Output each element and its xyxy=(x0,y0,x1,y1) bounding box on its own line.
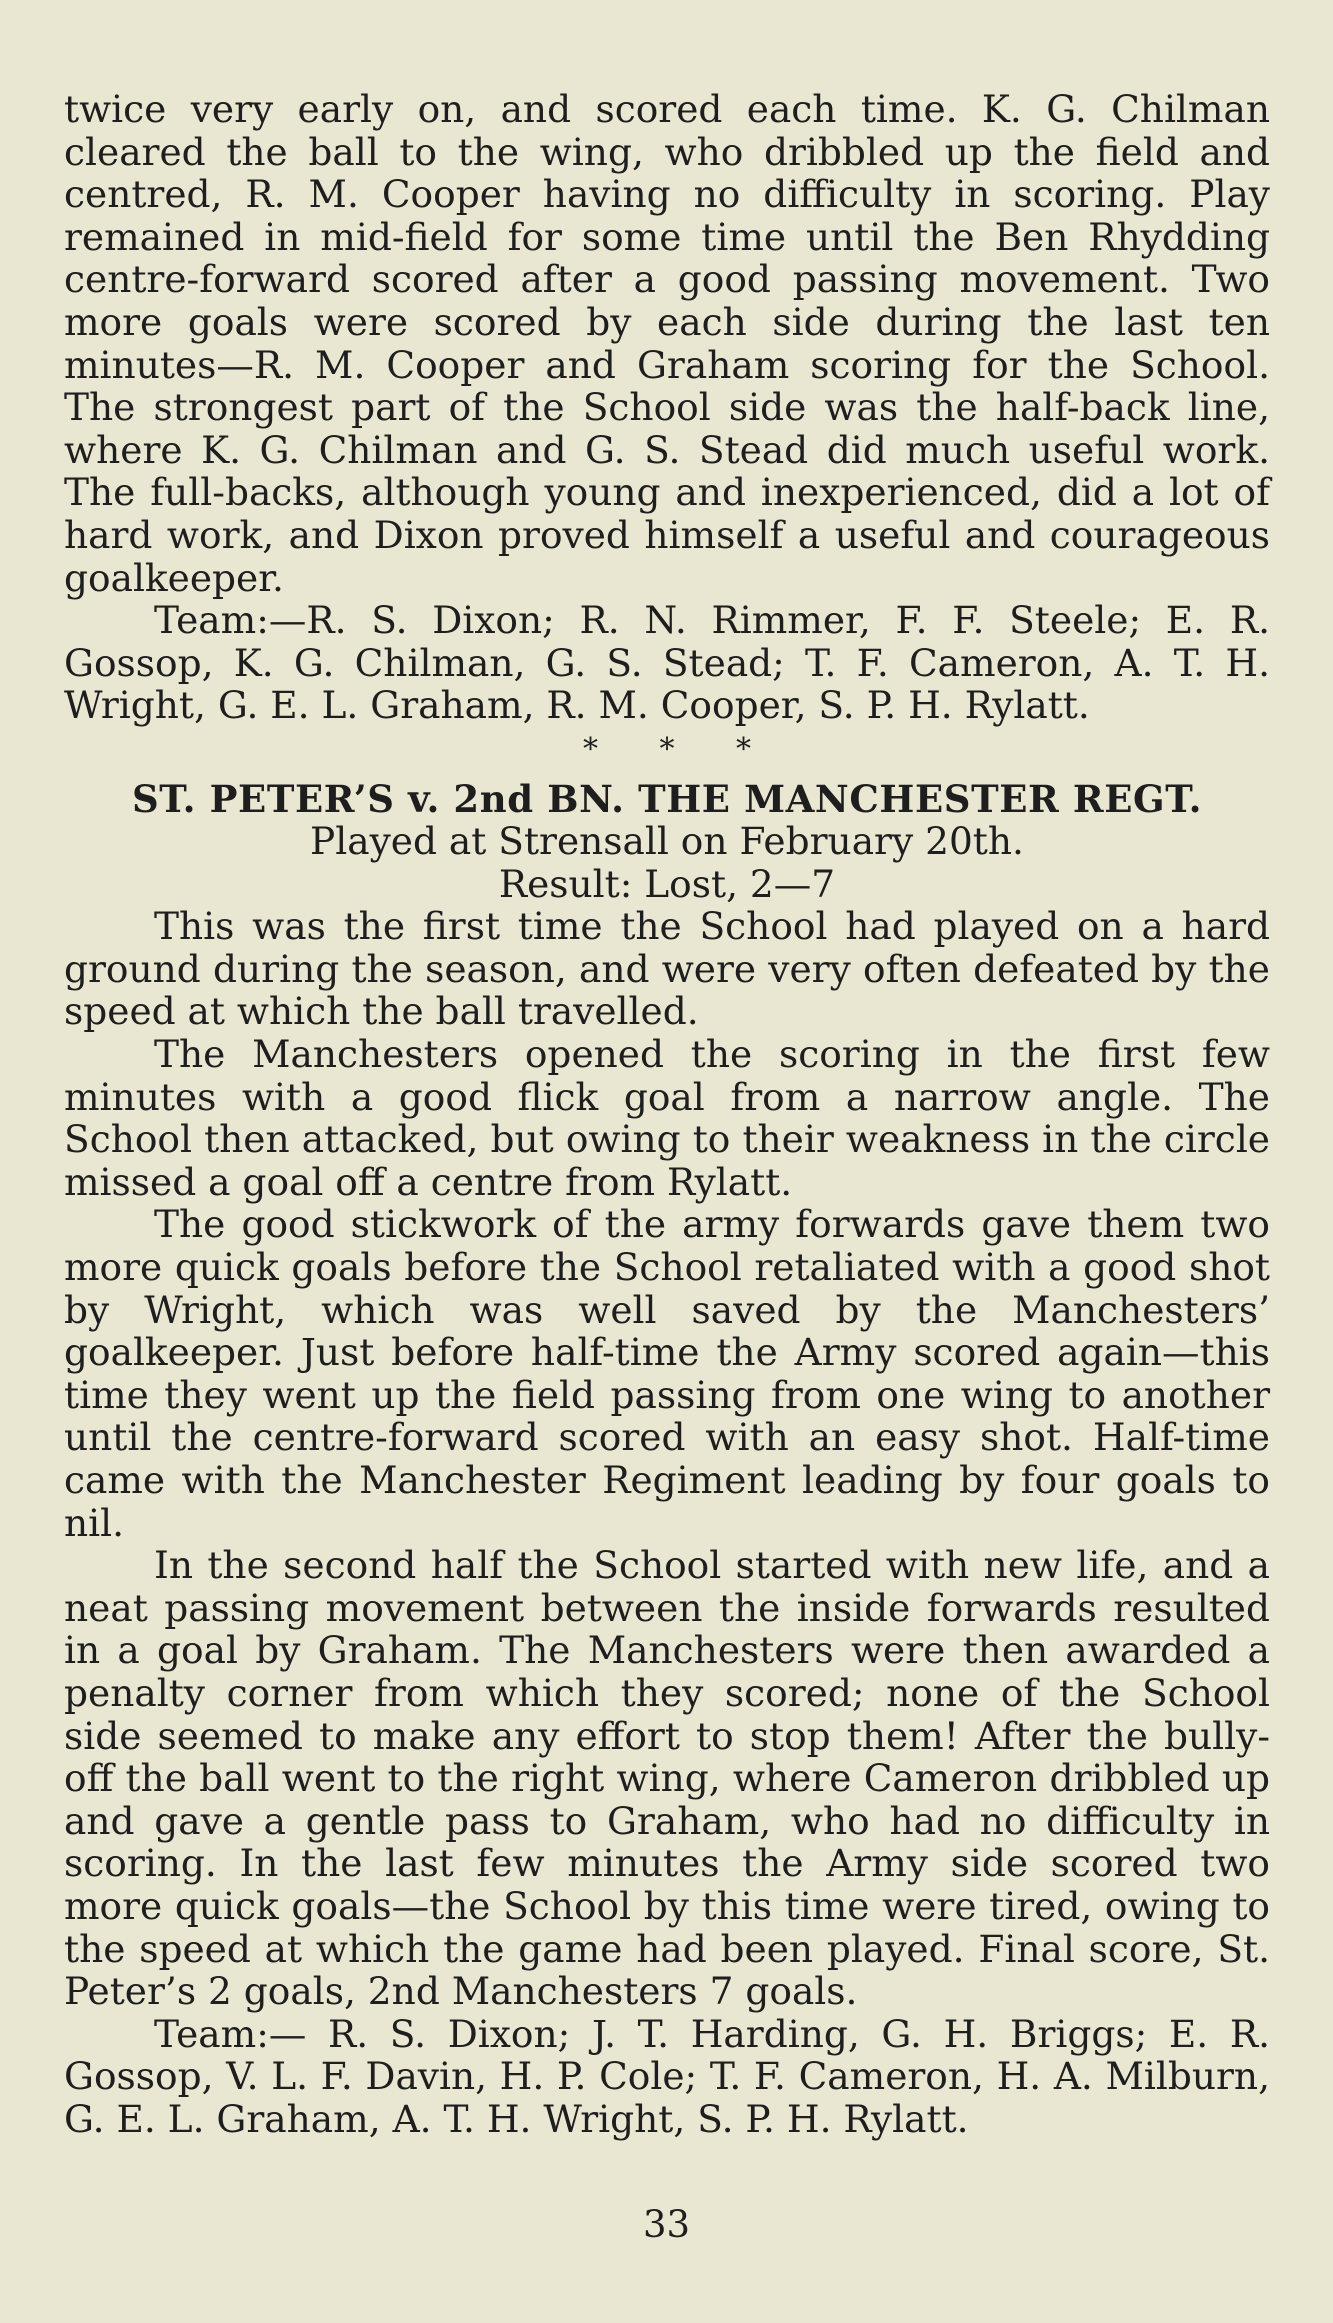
team-list-previous-match: Team:—R. S. Dixon; R. N. Rimmer, F. F. Steele; E. R. Gossop, K. G. Chilman, G. S. Stead; T. F. Cameron, A. T. H. Wright, G. E. L. Graham, R. M. Cooper, S. P. H. Rylatt. xyxy=(64,598,1270,728)
match-heading: ST. PETER’S v. 2nd BN. THE MANCHESTER REGT. xyxy=(131,776,1203,821)
report-paragraph: In the second half the School started with new life, and a neat passing movement between the inside forwards resulted in a goal by Graham. The Manchesters were then awarded a penalty corner from which they scored; none of the School side seemed to make any effort to stop them! After the bully-off the ball went to the right wing, where Cameron dribbled up and gave a gentle pass to Graham, who had no difficulty in scoring. In the last few minutes the Army side scored two more quick goals—the School by this time were tired, owing to the speed at which the game had been played. Final score, St. Peter’s 2 goals, 2nd Manchesters 7 goals. xyxy=(64,1543,1270,2014)
report-paragraph: This was the first time the School had played on a hard ground during the season, and were very often defeated by the speed at which the ball travelled. xyxy=(64,904,1270,1034)
match-venue: Played at Strensall on February 20th. xyxy=(310,819,1024,864)
report-paragraph: The good stickwork of the army forwards gave them two more quick goals before the School retaliated with a good shot by Wright, which was well saved by the Manchesters’ goalkeeper. Just before half-time the Army scored again—this time they went up the field passing from one wing to another until the centre-forward scored with an easy shot. Half-time came with the Manchester Regiment leading by four goals to nil. xyxy=(64,1202,1270,1545)
match-result: Result: Lost, 2—7 xyxy=(498,861,836,906)
intro-paragraph: twice very early on, and scored each time. K. G. Chilman cleared the ball to the wing, who dribbled up the field and centred, R. M. Cooper having no difficulty in scoring. Play remained in mid-field for some time until the Ben Rhydding centre-forward scored after a good passing movement. Two more goals were scored by each side during the last ten minutes—R. M. Cooper and Graham scoring for the School. The strongest part of the School side was the half-back line, where K. G. Chilman and G. S. Stead did much useful work. The full-backs, although young and inexperienced, did a lot of hard work, and Dixon proved himself a useful and courageous goalkeeper. xyxy=(64,87,1270,600)
section-separator: * * * xyxy=(582,731,778,767)
team-list-manchester-match: Team:— R. S. Dixon; J. T. Harding, G. H. Briggs; E. R. Gossop, V. L. F. Davin, H. P. Cole; T. F. Cameron, H. A. Milburn, G. E. L. Graham, A. T. H. Wright, S. P. H. Rylatt. xyxy=(64,2011,1270,2141)
page-number: 33 xyxy=(642,2203,691,2246)
document-page xyxy=(64,88,1270,2141)
report-paragraph: The Manchesters opened the scoring in the first few minutes with a good flick goal from a narrow angle. The School then attacked, but owing to their weakness in the circle missed a goal off a centre from Rylatt. xyxy=(64,1032,1270,1204)
